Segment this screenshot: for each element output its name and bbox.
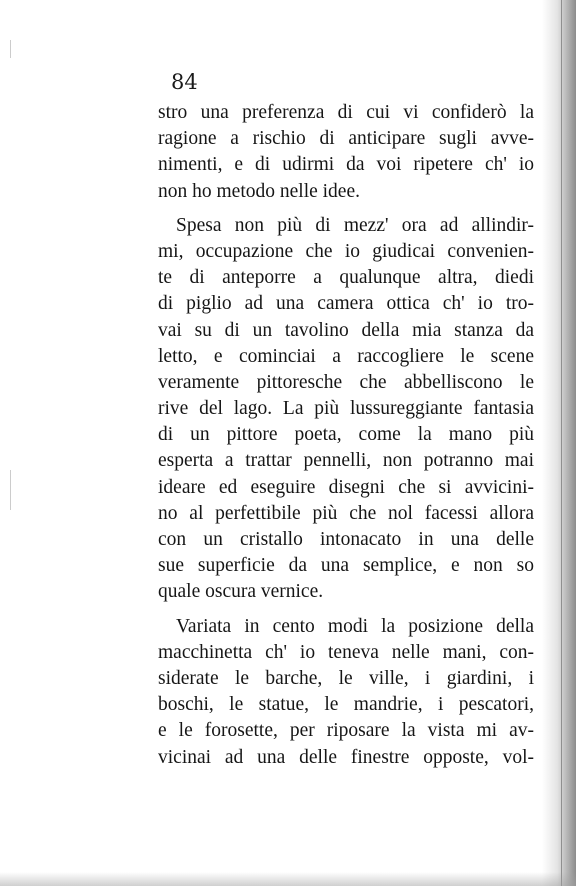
text-line: Variata in cento modi la posizione della: [176, 615, 534, 637]
text-line: mi, occupazione che io giudicai convenien-: [158, 240, 534, 262]
text-line: di un pittore poeta, come la mano più: [158, 424, 534, 446]
text-line: sue superficie da una semplice, e non so: [158, 555, 534, 577]
text-line: vai su di un tavolino della mia stanza da: [158, 319, 534, 341]
page-number: 84: [171, 70, 198, 94]
binding-shadow: [542, 0, 576, 886]
text-line: macchinetta ch' io teneva nelle mani, con-: [158, 641, 534, 663]
text-line: letto, e cominciai a raccogliere le scene: [158, 345, 534, 367]
scan-speck: [10, 40, 11, 58]
text-line: te di anteporre a qualunque altra, diedi: [158, 267, 534, 289]
text-line: Spesa non più di mezz' ora ad allindir-: [176, 214, 534, 236]
text-line: esperta a trattar pennelli, non potranno mai: [158, 450, 534, 472]
scan-speck: [10, 470, 11, 510]
text-line: rive del lago. La più lussureggiante fantasia: [158, 398, 534, 420]
text-line: veramente pittoresche che abbelliscono le: [158, 371, 534, 393]
text-line: non ho metodo nelle idee.: [158, 180, 360, 202]
paragraph-gap: [158, 606, 534, 614]
text-line: siderate le barche, le ville, i giardini, i: [158, 667, 534, 689]
text-line: ragione a rischio di anticipare sugli avve-: [158, 128, 534, 150]
paragraph-gap: [158, 205, 534, 213]
page-edge-line: [561, 0, 562, 886]
text-line: con un cristallo intonacato in una delle: [158, 529, 534, 550]
text-line: no al perfettibile più che nol facessi allora: [158, 502, 534, 524]
text-line: boschi, le statue, le mandrie, i pescatori,: [158, 694, 534, 716]
text-line: di piglio ad una camera ottica ch' io tro-: [158, 293, 534, 315]
text-line: quale oscura vernice.: [158, 581, 324, 603]
body-text: [158, 100, 534, 771]
text-line: stro una preferenza di cui vi confiderò la: [158, 102, 534, 123]
text-line: nimenti, e di udirmi da voi ripetere ch' io: [158, 154, 534, 176]
text-line: vicinai ad una delle finestre opposte, vol-: [158, 746, 534, 768]
bottom-edge-shadow: [0, 872, 576, 886]
text-line: ideare ed eseguire disegni che si avvicini-: [158, 476, 534, 498]
text-line: e le forosette, per riposare la vista mi av-: [158, 720, 534, 742]
